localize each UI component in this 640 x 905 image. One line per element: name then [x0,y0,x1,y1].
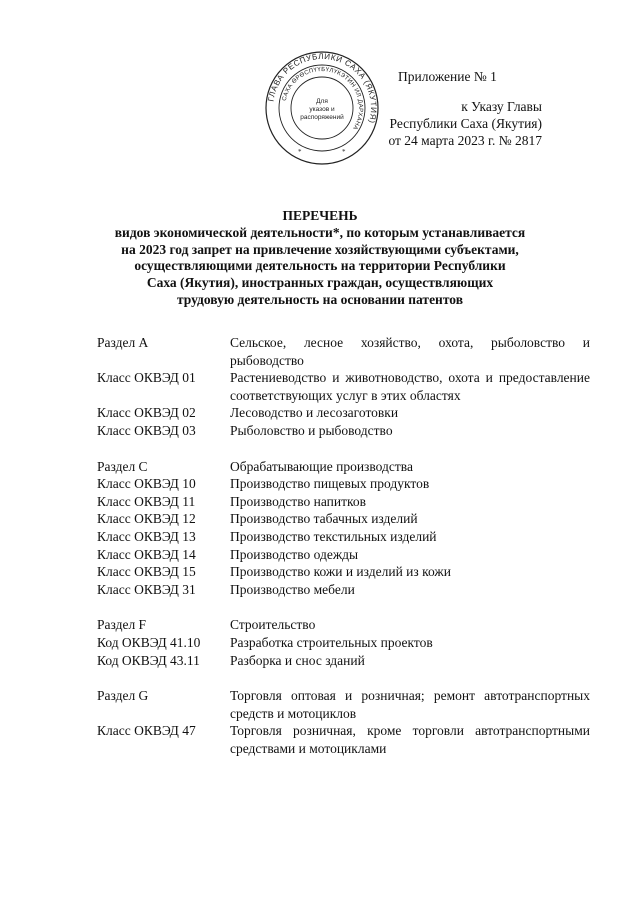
activity-code: Раздел F [97,617,147,633]
activity-desc: Производство пищевых продуктов [230,476,430,492]
list-item [97,581,590,599]
activity-desc: Торговля оптовая и розничная; ремонт автотранспортных средств и мотоциклов [230,688,590,721]
stamp-star-right: * [342,148,346,156]
activity-desc: Разборка и снос зданий [230,652,365,668]
activity-desc: Растениеводство и животноводство, охота и предоставление соответствующих услуг в этих областях [230,370,590,403]
appendix-date: от 24 марта 2023 г. № 2817 [388,133,542,148]
activity-code: Код ОКВЭД 41.10 [97,634,201,650]
appendix-decree-ref: к Указу Главы [461,99,542,114]
activity-code: Раздел G [97,688,149,704]
list-item [97,458,590,476]
title-line: Саха (Якутия), иностранных граждан, осуществляющих [146,275,494,291]
activity-desc: Производство текстильных изделий [230,528,437,544]
activity-code: Класс ОКВЭД 10 [97,476,196,492]
activity-desc: Производство напитков [230,493,367,509]
activity-list [97,334,590,757]
list-item [97,634,590,652]
section-gap [97,669,590,687]
stamp-star-left: * [298,148,302,156]
list-item [97,422,590,440]
activity-code: Раздел А [97,335,149,350]
activity-code: Класс ОКВЭД 01 [97,370,196,386]
activity-desc: Сельское, лесное хозяйство, охота, рыболовство и рыбоводство [230,335,590,368]
activity-code: Раздел С [97,458,148,474]
section-gap [97,598,590,616]
title-line: на 2023 год запрет на привлечение хозяйствующими субъектами, [121,241,519,257]
list-item [97,475,590,493]
activity-code: Код ОКВЭД 43.11 [97,652,200,668]
list-item [97,404,590,422]
activity-desc: Строительство [230,617,316,633]
stamp-center-line1: Для [316,98,328,105]
activity-code: Класс ОКВЭД 02 [97,405,196,421]
activity-desc: Производство мебели [230,581,355,597]
activity-desc: Производство кожи и изделий из кожи [230,564,451,580]
list-item [97,334,590,369]
activity-code: Класс ОКВЭД 03 [97,422,196,438]
title-line: видов экономической деятельности*, по которым устанавливается [114,224,526,240]
section-gap [97,440,590,458]
appendix-republic: Республики Саха (Якутия) [389,116,542,131]
stamp-outer-text: ГЛАВА РЕСПУБЛИКИ САХА (ЯКУТИЯ) [266,51,379,125]
activity-desc: Торговля розничная, кроме торговли автотранспортными средствами и мотоциклами [230,723,590,756]
list-item [97,369,590,404]
activity-code: Класс ОКВЭД 12 [97,511,196,527]
appendix-block [360,68,542,149]
list-item [97,687,590,722]
title-heading: ПЕРЕЧЕНЬ [282,208,358,223]
stamp-center-line2: указов и [309,106,335,113]
list-item [97,616,590,634]
stamp-center-line3: распоряжений [300,114,344,121]
stamp-inner-text: САХА ӨРӨСПҮҮБҮЛҮКЭТИН ИЛ ДАРХАНА [281,66,364,131]
title-line: трудовую деятельность на основании патентов [177,291,463,307]
list-item [97,493,590,511]
activity-desc: Разработка строительных проектов [230,634,433,650]
activity-desc: Рыболовство и рыбоводство [230,422,393,438]
activity-code: Класс ОКВЭД 13 [97,528,196,544]
list-item [97,510,590,528]
list-item [97,528,590,546]
activity-desc: Лесоводство и лесозаготовки [230,405,399,421]
list-item [97,546,590,564]
title-line: осуществляющими деятельность на территории Республики [134,258,506,274]
activity-desc: Обрабатывающие производства [230,458,413,474]
list-item [97,652,590,670]
activity-code: Класс ОКВЭД 15 [97,564,196,580]
activity-code: Класс ОКВЭД 14 [97,546,196,562]
activity-desc: Производство одежды [230,546,359,562]
activity-code: Класс ОКВЭД 31 [97,581,196,597]
appendix-number: Приложение № 1 [398,69,497,84]
list-item [97,563,590,581]
list-item [97,722,590,757]
document-title [90,208,550,309]
activity-code: Класс ОКВЭД 11 [97,493,196,509]
activity-desc: Производство табачных изделий [230,511,418,527]
activity-code: Класс ОКВЭД 47 [97,723,196,739]
